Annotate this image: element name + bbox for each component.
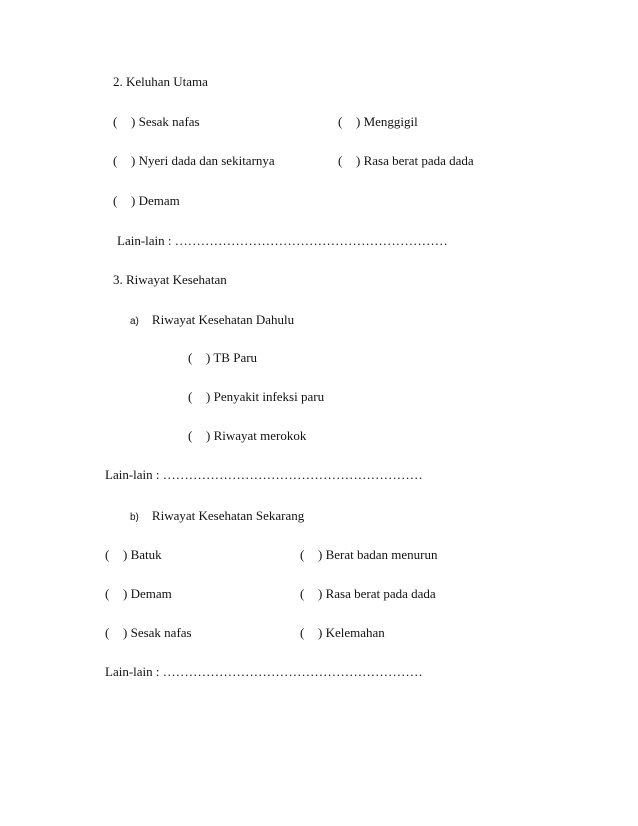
checkbox-berat-badan[interactable]: ( ) Berat badan menurun xyxy=(300,547,438,562)
checkbox-riwayat-merokok[interactable]: ( ) Riwayat merokok xyxy=(188,428,307,443)
checkbox-sesak-nafas-sekarang[interactable]: ( ) Sesak nafas xyxy=(105,625,192,640)
list-marker: a) xyxy=(130,316,139,327)
subsection-title: Riwayat Kesehatan Dahulu xyxy=(151,312,295,327)
subsection-title: Riwayat Kesehatan Sekarang xyxy=(151,508,305,523)
option-label: TB Paru xyxy=(213,350,258,365)
checkbox-sesak-nafas[interactable]: ( ) Sesak nafas xyxy=(113,114,200,129)
option-label: Berat badan menurun xyxy=(325,547,438,562)
option-label: Demam xyxy=(138,193,180,208)
checkbox-demam-sekarang[interactable]: ( ) Demam xyxy=(105,586,172,601)
option-label: Sesak nafas xyxy=(130,625,192,640)
option-label: Menggigil xyxy=(363,114,418,129)
checkbox-rasa-berat[interactable]: ( ) Rasa berat pada dada xyxy=(338,153,474,168)
lain-lain-keluhan[interactable]: Lain-lain : ……………………………………………………… xyxy=(117,233,448,248)
option-label: Riwayat merokok xyxy=(213,428,307,443)
option-label: Kelemahan xyxy=(325,625,385,640)
checkbox-demam[interactable]: ( ) Demam xyxy=(113,193,180,208)
option-label: Rasa berat pada dada xyxy=(325,586,436,601)
checkbox-kelemahan[interactable]: ( ) Kelemahan xyxy=(300,625,385,640)
option-label: Nyeri dada dan sekitarnya xyxy=(138,153,275,168)
checkbox-rasa-berat-sekarang[interactable]: ( ) Rasa berat pada dada xyxy=(300,586,436,601)
option-label: Batuk xyxy=(130,547,162,562)
option-label: Sesak nafas xyxy=(138,114,200,129)
option-label: Rasa berat pada dada xyxy=(363,153,474,168)
option-label: Demam xyxy=(130,586,172,601)
checkbox-batuk[interactable]: ( ) Batuk xyxy=(105,547,162,562)
checkbox-penyakit-infeksi[interactable]: ( ) Penyakit infeksi paru xyxy=(188,389,325,404)
lain-lain-dahulu[interactable]: Lain-lain : …………………………………………………… xyxy=(105,467,423,482)
option-label: Penyakit infeksi paru xyxy=(213,389,325,404)
checkbox-tb-paru[interactable]: ( ) TB Paru xyxy=(188,350,258,365)
section-3-heading: 3. Riwayat Kesehatan xyxy=(113,272,227,287)
lain-lain-sekarang[interactable]: Lain-lain : …………………………………………………… xyxy=(105,664,423,679)
checkbox-menggigil[interactable]: ( ) Menggigil xyxy=(338,114,418,129)
checkbox-nyeri-dada[interactable]: ( ) Nyeri dada dan sekitarnya xyxy=(113,153,275,168)
subsection-a-heading xyxy=(130,312,294,330)
subsection-b-heading xyxy=(130,508,304,526)
list-marker: b) xyxy=(130,512,139,523)
section-2-heading: 2. Keluhan Utama xyxy=(113,74,208,89)
